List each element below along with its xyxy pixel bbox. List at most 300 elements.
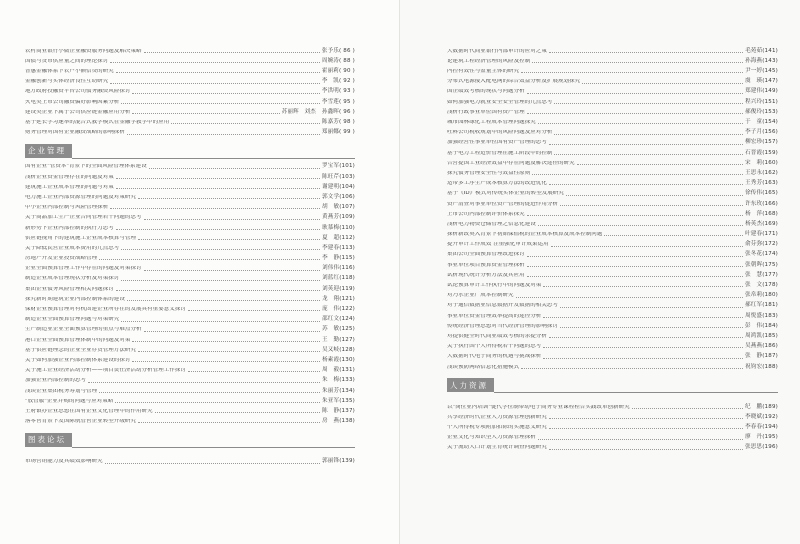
toc-entry xyxy=(25,374,355,384)
dot-leader xyxy=(516,297,744,298)
dot-leader xyxy=(549,144,743,145)
toc-entry xyxy=(447,44,778,54)
dot-leader xyxy=(543,317,743,318)
toc-entry xyxy=(25,302,355,312)
toc-entry-author-page: 张冬花(174) xyxy=(745,251,778,258)
dot-leader xyxy=(632,408,743,409)
dot-leader xyxy=(116,229,320,230)
toc-entry-author-page: 郝俊玲(153) xyxy=(745,108,778,115)
toc-entry-title: 加强经营性事业单位国有资产管理的思考 xyxy=(447,140,547,146)
toc-entry-author-page: 尹一婷(145) xyxy=(745,68,778,75)
toc-entry-title: 农村商业银行小微企业融资服务问题及解决策略 xyxy=(25,48,142,54)
toc-entry xyxy=(25,170,355,180)
toc-entry xyxy=(447,299,778,309)
toc-entry-author-page: 龙 翔(121) xyxy=(322,295,355,302)
dot-leader xyxy=(549,184,743,185)
toc-entry xyxy=(25,75,355,85)
dot-leader xyxy=(554,154,743,155)
toc-entry-author-page: 彭 伟(184) xyxy=(745,322,778,329)
toc-entry-author-page: 张 静(187) xyxy=(745,353,778,360)
toc-entry-title: 集团企业债务风险管理相关问题探讨 xyxy=(25,286,114,292)
toc-entry xyxy=(447,95,778,105)
left-entries-management xyxy=(25,160,355,425)
toc-entry-title: 对提供健全时代商业绩效考核的余提分析 xyxy=(447,333,547,339)
toc-entry xyxy=(447,248,778,258)
toc-entry xyxy=(25,190,355,200)
toc-entry-title: 上市公司内部控制评价体系探究 xyxy=(447,211,525,217)
toc-entry xyxy=(25,394,355,404)
dot-leader xyxy=(144,219,321,220)
toc-entry xyxy=(447,431,778,441)
dot-leader xyxy=(532,62,743,63)
dot-leader xyxy=(121,103,320,104)
toc-entry-author-page: 郑建伟(149) xyxy=(745,88,778,95)
toc-entry-author-page: 张 文(178) xyxy=(745,282,778,288)
dot-leader xyxy=(188,371,320,372)
toc-entry-coauthors: 苏丽辉 刘杰 xyxy=(281,108,316,115)
toc-entry-title: 试析现代统计分析方法及其应用 xyxy=(447,272,525,278)
toc-entry-title: 企业全面预算管理工作中存在的问题及对策探讨 xyxy=(25,266,142,272)
toc-entry-author-page: 夏 超(112) xyxy=(322,234,355,241)
dot-leader xyxy=(116,188,320,189)
toc-entry-author-page: 李洪明( 93 ) xyxy=(321,88,355,95)
toc-entry xyxy=(25,54,355,64)
toc-entry-title: 国债与货币供应量之间的理论探讨 xyxy=(25,58,109,64)
toc-entry xyxy=(447,339,778,349)
toc-entry-title: 地方政府投融资平台公司债务融资风险探讨 xyxy=(25,89,131,95)
toc-entry-title: 共享经济时代企业人力资源管理创新研究 xyxy=(447,414,547,420)
toc-entry xyxy=(447,85,778,95)
dot-leader xyxy=(132,93,319,94)
toc-entry-title: 关于如何加强企业内部控制体系建设的探讨 xyxy=(25,357,131,363)
toc-entry xyxy=(447,156,778,166)
toc-entry-title: 事业单位项目预算资金管理探析 xyxy=(447,262,525,268)
dot-leader xyxy=(110,62,320,63)
toc-entry xyxy=(447,238,778,248)
toc-entry xyxy=(25,126,355,136)
toc-entry xyxy=(447,207,778,217)
toc-entry-author-page: 廖 丹(195) xyxy=(745,434,778,441)
toc-entry-author-page: 周 毅(131) xyxy=(322,367,355,374)
toc-entry-author-page: 祝钧宏(188) xyxy=(745,363,778,370)
toc-entry-author-page: 孙鑫晖( 96 ) xyxy=(321,108,355,115)
toc-entry-author-page: 郝红军(181) xyxy=(745,302,778,309)
dot-leader xyxy=(138,351,320,352)
right-entries-hr xyxy=(447,400,778,451)
toc-entry-title: 浅析行政事业单位国有资产管理 xyxy=(447,109,525,115)
toc-entry-author-page: 霍丽莉( 90 ) xyxy=(321,68,355,75)
toc-entry-title: 关于降低民营企业成本费用的几点思考 xyxy=(25,245,120,251)
toc-entry-author-page: 吴又岐(128) xyxy=(322,346,355,353)
toc-entry-author-page: 毛苑茹(141) xyxy=(745,47,778,54)
toc-entry-title: 建设类企业下属子公司供应链金融应用分析 xyxy=(25,109,131,115)
toc-entry-author-page: 谢建明(104) xyxy=(322,183,355,190)
dot-leader xyxy=(99,392,320,393)
toc-entry-title: 制造企业全面预算管理问题与对策研究 xyxy=(25,317,120,323)
toc-entry xyxy=(447,278,778,288)
toc-entry-author-page: 郭文学(106) xyxy=(322,193,355,200)
dot-leader xyxy=(138,422,320,423)
toc-entry-title: 如何加强电力就业安全安全管理的几点思考 xyxy=(447,99,553,105)
toc-entry xyxy=(447,105,778,115)
toc-entry-author-page: 叶建春(171) xyxy=(745,231,778,238)
toc-entry-title: 财务管理对国有企业融资战略的影响探析 xyxy=(25,130,125,136)
toc-entry xyxy=(447,115,778,125)
toc-entry-author-page: 张朝晖(175) xyxy=(745,261,778,268)
toc-entry-author-page: 李晓斌(192) xyxy=(745,413,778,420)
toc-entry-title: 基于电力工程造价管理在施工阶段中的控制 xyxy=(447,150,553,156)
toc-entry-title: 关于流动人口计划生育统计调查问题研究 xyxy=(447,445,547,451)
toc-entry xyxy=(25,323,355,333)
toc-entry xyxy=(447,176,778,186)
dot-leader xyxy=(138,239,320,240)
toc-entry-author-page: 李雪莲( 95 ) xyxy=(321,98,355,105)
dot-leader xyxy=(527,93,743,94)
toc-entry-title: 基于《ID》模式对传统实体企业的转型发展研究 xyxy=(447,191,564,197)
left-entries-forum xyxy=(25,455,355,465)
toc-entry xyxy=(447,187,778,197)
dot-leader xyxy=(121,249,320,250)
toc-entry-title: 提升审计工作成效 注重强化审计成果运用 xyxy=(447,242,549,248)
section-heading xyxy=(25,432,355,448)
dot-leader xyxy=(127,134,320,135)
toc-entry-author-page: 石晋霞(159) xyxy=(745,149,778,156)
toc-entry xyxy=(25,272,355,282)
toc-entry-title: 大数据时代商业银行内部审计的应对之策 xyxy=(447,48,547,54)
toc-entry xyxy=(447,54,778,64)
toc-entry-title: 新形势下企业内部控制的执行力思考 xyxy=(25,225,114,231)
toc-entry xyxy=(25,313,355,323)
dot-leader xyxy=(188,310,320,311)
toc-entry-title: 生产制造业企业全面预算管理的重点与难点分析 xyxy=(25,327,142,333)
dot-leader xyxy=(144,270,321,271)
toc-entry-title: 建筑施工企业成本管理的问题与对策 xyxy=(25,184,114,190)
toc-entry-title: 王府镇办企业思想在国有企业文化管理中的作用研究 xyxy=(25,408,153,414)
dot-leader xyxy=(88,382,320,383)
toc-entry-author-page: 刘蓝红(118) xyxy=(322,275,355,282)
toc-entry-author-page: 杨 萍(168) xyxy=(745,210,778,217)
toc-entry-author-page: 于 童(154) xyxy=(745,119,778,125)
toc-entry-author-page: 罗宝军(101) xyxy=(322,163,355,170)
toc-entry xyxy=(25,160,355,170)
toc-entry-title: 资产清查对事业单位资产管理的促进作用分析 xyxy=(447,201,559,207)
toc-entry-author-page: 柳宏珍(157) xyxy=(745,139,778,146)
toc-entry-title: 城市园林绿化工程成本管理问题探究 xyxy=(447,120,536,125)
toc-entry-author-page: 朱 梅(133) xyxy=(322,377,355,384)
dot-leader xyxy=(549,418,743,419)
toc-entry-title: 基于供应链理念的企业全业存货管理方法研究 xyxy=(25,347,137,353)
toc-entry-author-page: 庞 伟(122) xyxy=(322,306,355,312)
toc-entry-title: 国有企业"管资本"背景下的全面风险管理体系建设 xyxy=(25,164,147,170)
dot-leader xyxy=(532,174,743,175)
toc-entry-author-page: 李春春(194) xyxy=(745,424,778,431)
toc-entry xyxy=(447,197,778,207)
dot-leader xyxy=(566,195,743,196)
toc-entry xyxy=(447,400,778,410)
dot-leader xyxy=(132,341,320,342)
toc-entry-title: 供应链视角下的建筑施工企业成本核算与管理 xyxy=(25,235,137,241)
dot-leader xyxy=(543,286,743,287)
toc-entry xyxy=(447,227,778,237)
toc-entry-title: 关于商品加工生产企业合同管理若干问题的思考 xyxy=(25,215,142,221)
toc-entry xyxy=(447,258,778,268)
toc-entry xyxy=(25,333,355,343)
toc-entry-author-page: 黄燕芳(109) xyxy=(322,214,355,221)
toc-entry xyxy=(447,441,778,451)
toc-entry-title: 合营提国工业经济效益中存在问题及解决途径的研究 xyxy=(447,160,575,166)
toc-entry-author-page: 张帛莉(180) xyxy=(745,292,778,299)
dot-leader xyxy=(116,72,320,73)
dot-leader xyxy=(560,307,743,308)
toc-entry xyxy=(447,136,778,146)
left-entries-finance xyxy=(25,44,355,136)
toc-entry-author-page: 苏 敏(125) xyxy=(322,326,355,333)
dot-leader xyxy=(149,168,320,169)
toc-entry xyxy=(25,282,355,292)
toc-entry xyxy=(25,85,355,95)
toc-entry-title: 港口企业全面预算管理体制中的问题及对策 xyxy=(25,337,131,343)
toc-entry xyxy=(447,75,778,85)
dot-leader xyxy=(121,280,320,281)
toc-entry xyxy=(447,329,778,339)
dot-leader xyxy=(121,321,320,322)
toc-entry xyxy=(25,200,355,210)
toc-entry-author-page: 朱丽芳(134) xyxy=(322,387,355,394)
toc-entry xyxy=(25,353,355,363)
toc-entry-title: 论建筑工程经济管理的风险及控制 xyxy=(447,58,531,64)
toc-entry-title: 浅析电力物资仓储管理之信息化建设 xyxy=(447,221,536,227)
toc-entry-author-page: 周鸿凯(185) xyxy=(745,332,778,339)
toc-entry xyxy=(447,309,778,319)
dot-leader xyxy=(110,208,320,209)
section-heading xyxy=(25,143,355,159)
toc-entry-author-page: 李建春(113) xyxy=(322,244,355,251)
toc-entry-author-page: 孙海燕(143) xyxy=(745,57,778,64)
toc-entry-author-page: 李子月(156) xyxy=(745,129,778,136)
toc-entry-title: 分布式电源接入配电网的综合效益分析及扩展规划探究 xyxy=(447,79,581,85)
toc-entry-author-page: 朱亚军(135) xyxy=(322,397,355,404)
toc-entry-title: 落零售背景下发国际航管售企业转型升级研究 xyxy=(25,419,137,425)
toc-entry xyxy=(25,251,355,261)
dot-leader xyxy=(116,290,320,291)
dot-leader xyxy=(144,331,321,332)
toc-entry-title: 基于延长学习速率的混合式教学模式在金融学教学中的应用 xyxy=(25,120,170,125)
toc-entry-author-page: 周婉涛( 88 ) xyxy=(321,57,355,64)
dot-leader xyxy=(116,178,320,179)
dot-leader xyxy=(144,52,320,53)
dot-leader xyxy=(560,205,743,206)
toc-entry-title: 浅谈企业集团税务筹划与管理 xyxy=(25,388,98,394)
toc-entry-title: 火电类上市公司融资偏好影响因素分析 xyxy=(25,99,120,105)
toc-entry xyxy=(25,180,355,190)
dot-leader xyxy=(115,402,320,403)
toc-entry xyxy=(25,455,355,465)
toc-entry-author-page: 王秀芳(163) xyxy=(745,180,778,187)
section-title-chart-forum: 图表论坛 xyxy=(25,433,72,447)
toc-entry xyxy=(25,44,355,54)
section-heading xyxy=(447,377,778,393)
toc-entry-title: 关于执行国个人所得税若干问题的思考 xyxy=(447,344,542,350)
toc-entry xyxy=(447,289,778,299)
toc-entry-title: 加强企业内部控制的思考 xyxy=(25,378,87,384)
dot-leader xyxy=(582,83,743,84)
toc-entry-title: 房地产开发企业投资战略管理 xyxy=(25,256,98,262)
toc-entry-author-page: 杨素霞(130) xyxy=(322,356,355,363)
toc-entry-title: 企业文化与知识型人力资源管理探析 xyxy=(447,435,536,441)
toc-entry xyxy=(25,95,355,105)
dot-leader xyxy=(549,428,743,429)
dot-leader xyxy=(551,246,743,247)
toc-entry xyxy=(25,105,355,115)
toc-entry xyxy=(25,363,355,373)
dot-leader xyxy=(527,215,743,216)
toc-entry-author-page: 纪 鹏(189) xyxy=(745,403,778,410)
toc-entry xyxy=(25,231,355,241)
toc-entry-title: 试论预算审计工作执行中的问题及对策 xyxy=(447,283,542,288)
toc-entry-title: 内控有效性与盈量主体的研究 xyxy=(447,69,520,75)
section-title-human-resources: 人力资源 xyxy=(447,378,494,392)
section-title-enterprise-management: 企业管理 xyxy=(25,144,72,158)
toc-entry-author-page: 耿慕梅(110) xyxy=(322,224,355,231)
toc-entry-title: "放管服"企业并购的问题与应对策略 xyxy=(25,398,114,404)
toc-entry-author-page: 陈嘉芳( 98 ) xyxy=(321,119,355,125)
toc-entry-author-page: 李 凯( 92 ) xyxy=(321,78,355,85)
dot-leader xyxy=(538,439,743,440)
dot-leader xyxy=(549,449,743,450)
toc-entry-title: 个人所得税专项附加扣除的实施意义研究 xyxy=(447,425,547,431)
toc-entry-title: 关于施工企业经济活动分析——项目责任济活动分析管理工作探讨 xyxy=(25,368,186,374)
toc-entry-author-page: 房 燕(138) xyxy=(322,418,355,425)
toc-entry-author-page: 吴燕燕(186) xyxy=(745,343,778,350)
toc-entry-author-page: 郑丽娜( 99 ) xyxy=(321,129,355,136)
dot-leader xyxy=(110,83,320,84)
dot-leader xyxy=(549,52,743,53)
toc-entry xyxy=(447,420,778,430)
toc-entry-title: 吐料公司税收规划中的风险问题及应对分析 xyxy=(447,130,553,136)
dot-leader xyxy=(132,361,320,362)
toc-entry-author-page: 李 静(115) xyxy=(322,255,355,262)
toc-entry xyxy=(447,410,778,420)
toc-entry-author-page: 王思永(162) xyxy=(745,169,778,176)
right-entries-accounting xyxy=(447,44,778,370)
dot-leader xyxy=(527,113,743,114)
toc-entry-author-page: 胡 敏(107) xyxy=(322,204,355,211)
toc-entry-title: 对于通信数据业信息数据开发数据的相关思考 xyxy=(447,303,559,309)
toc-entry-author-page: 程兴玲(151) xyxy=(745,98,778,105)
toc-entry-title: 市场营销能力及其绩效影响研究 xyxy=(25,459,103,465)
dot-leader xyxy=(527,266,743,267)
dot-leader xyxy=(560,327,743,328)
left-toc-column xyxy=(25,44,355,465)
toc-entry xyxy=(447,64,778,74)
toc-entry-author-page: 徐传伟(165) xyxy=(745,190,778,197)
toc-entry xyxy=(447,217,778,227)
dot-leader xyxy=(554,134,743,135)
toc-entry xyxy=(25,343,355,353)
dot-leader xyxy=(132,113,279,114)
toc-entry xyxy=(25,221,355,231)
toc-entry-title: 集团公司全面预算管理改进探讨 xyxy=(447,252,525,258)
dot-leader xyxy=(171,123,320,124)
toc-entry-author-page: 张予乐( 86 ) xyxy=(321,47,355,54)
toc-entry-author-page: 周悦盛(183) xyxy=(745,312,778,319)
right-page xyxy=(400,0,800,544)
toc-entry-title: 对乃水企业厂成本控制研究 xyxy=(447,293,514,299)
toc-entry xyxy=(447,268,778,278)
toc-entry-author-page: 张 慧(177) xyxy=(745,271,778,278)
dot-leader xyxy=(538,225,743,226)
dot-leader xyxy=(155,412,320,413)
dot-leader xyxy=(527,276,743,277)
toc-entry-author-page: 邵红文(124) xyxy=(322,316,355,323)
toc-entry-title: 浅析企业资金管理存在的问题及对策 xyxy=(25,174,114,180)
dot-leader xyxy=(538,123,743,124)
dot-leader xyxy=(604,235,743,236)
toc-entry-author-page: 刘英迎(119) xyxy=(322,285,355,292)
toc-entry xyxy=(25,64,355,74)
dot-leader xyxy=(138,198,320,199)
dot-leader xyxy=(127,300,320,301)
toc-entry xyxy=(25,404,355,414)
toc-entry xyxy=(25,241,355,251)
toc-entry-title: 国企绩效考核的现状与问题分析 xyxy=(447,89,525,95)
toc-entry-title: 金融创新与实体经济良性互动研究 xyxy=(25,79,109,85)
dot-leader xyxy=(105,463,320,464)
toc-entry-author-page: 虞 瑛(147) xyxy=(745,78,778,85)
toc-entry-title: 大数据时代电子商务的机遇与挑战探析 xyxy=(447,354,542,360)
dot-leader xyxy=(99,259,320,260)
toc-entry xyxy=(25,211,355,221)
dot-leader xyxy=(543,358,743,359)
toc-entry-author-page: 刘伟伟(116) xyxy=(322,265,355,272)
toc-entry xyxy=(447,360,778,370)
toc-entry-author-page: 许东玫(166) xyxy=(745,200,778,207)
dot-leader xyxy=(549,337,743,338)
toc-entry-author-page: 郭丽锋(139) xyxy=(322,458,355,465)
toc-entry-title: 制造企业成本管理现状分析及对策探讨 xyxy=(25,276,120,282)
toc-entry-title: 以"岗位业内培训"促代学位制带动电子商务专业课程程合实践改革创新研究 xyxy=(447,404,630,410)
toc-entry xyxy=(25,414,355,424)
toc-entry-author-page: 杨英杰(169) xyxy=(745,220,778,227)
toc-entry xyxy=(447,166,778,176)
right-toc-column xyxy=(447,44,778,451)
toc-entry xyxy=(447,319,778,329)
toc-entry xyxy=(25,115,355,125)
dot-leader xyxy=(521,368,743,369)
toc-entry-title: 传统经济管理思想对当代经济管理的影响探讨 xyxy=(447,323,559,329)
dot-leader xyxy=(521,72,743,73)
dot-leader xyxy=(554,103,743,104)
toc-entry xyxy=(25,262,355,272)
toc-entry-title: 探析新改英入背景下初始保值税的企业成本核算及成本控制问题 xyxy=(447,232,603,238)
toc-entry-author-page: 张思思(196) xyxy=(745,444,778,451)
toc-entry-title: 适带多工序生产成本核算方法的改进优化 xyxy=(447,181,547,187)
toc-entry xyxy=(447,146,778,156)
toc-entry xyxy=(447,350,778,360)
toc-entry-author-page: 陈 静(137) xyxy=(322,407,355,414)
toc-entry-title: 浅谈预防网络信息化措施模式 xyxy=(447,364,520,370)
toc-entry-author-page: 王 勤(127) xyxy=(322,336,355,343)
toc-entry-title: 事业单位资金管理效率提高的途径分析 xyxy=(447,313,542,319)
toc-entry xyxy=(25,384,355,394)
dot-leader xyxy=(543,347,743,348)
dot-leader xyxy=(527,256,743,257)
toc-entry-title: 探究债务管理安全性与效益性原则 xyxy=(447,170,531,176)
toc-entry-title: 电力施工企业内部资源管理的问题及对策研究 xyxy=(25,194,137,200)
toc-entry-title: 探究新时期建筑企业内部控制体系的建设 xyxy=(25,296,125,302)
toc-entry-title: 中小企业内部控制与风险管理探析 xyxy=(25,205,109,211)
toc-entry xyxy=(447,126,778,136)
